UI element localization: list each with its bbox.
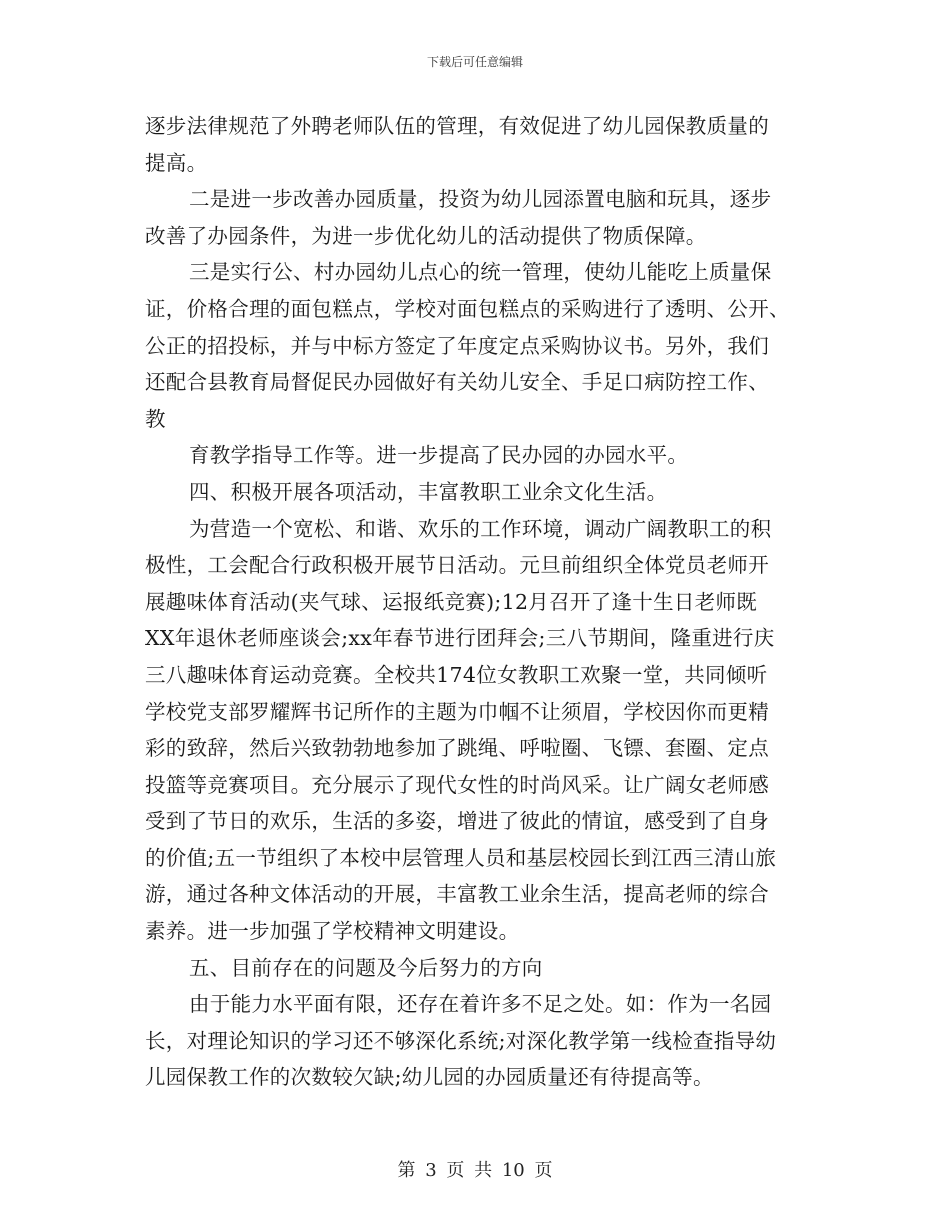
text-line: 游，通过各种文体活动的开展，丰富教工业余生活，提高老师的综合 xyxy=(145,882,769,907)
text-line: 为营造一个宽松、和谐、欢乐的工作环境，调动广阔教职工的积 xyxy=(189,516,772,541)
text-line: 四、积极开展各项活动，丰富教职工业余文化生活。 xyxy=(189,479,668,504)
text-line: 二是进一步改善办园质量，投资为幼儿园添置电脑和玩具，逐步 xyxy=(189,187,772,212)
text-line: 公正的招投标，并与中标方签定了年度定点采购协议书。另外，我们 xyxy=(145,333,769,358)
text-line: 彩的致辞，然后兴致勃勃地参加了跳绳、呼啦圈、飞镖、套圈、定点 xyxy=(145,736,769,761)
text-line: 育教学指导工作等。进一步提高了民办园的办园水平。 xyxy=(189,443,689,468)
text-line: XX年退休老师座谈会;xx年春节进行团拜会;三八节期间，隆重进行庆 xyxy=(145,626,775,651)
page-header: 下载后可任意编辑 xyxy=(426,55,523,69)
text-line: 三八趣味体育运动竞赛。全校共174位女教职工欢聚一堂，共同倾听 xyxy=(145,662,768,687)
text-line: 素养。进一步加强了学校精神文明建设。 xyxy=(145,919,520,944)
text-line: 提高。 xyxy=(145,150,208,175)
text-line: 还配合县教育局督促民办园做好有关幼儿安全、手足口病防控工作、 xyxy=(145,370,769,395)
text-line: 长，对理论知识的学习还不够深化系统;对深化教学第一线检查指导幼 xyxy=(145,1028,777,1053)
text-line: 逐步法律规范了外聘老师队伍的管理，有效促进了幼儿园保教质量的 xyxy=(145,114,769,138)
text-line: 证，价格合理的面包糕点，学校对面包糕点的采购进行了透明、公开、 xyxy=(145,296,790,321)
text-line: 学校党支部罗耀辉书记所作的主题为巾帼不让须眉，学校因你而更精 xyxy=(145,699,769,724)
text-line: 投篮等竞赛项目。充分展示了现代女性的时尚风采。让广阔女老师感 xyxy=(145,772,769,797)
text-line: 由于能力水平面有限，还存在着许多不足之处。如：作为一名园 xyxy=(189,992,772,1017)
text-line: 改善了办园条件，为进一步优化幼儿的活动提供了物质保障。 xyxy=(145,223,707,248)
text-line: 儿园保教工作的次数较欠缺;幼儿园的办园质量还有待提高等。 xyxy=(145,1065,714,1090)
text-line: 五、目前存在的问题及今后努力的方向 xyxy=(189,955,543,980)
text-line: 三是实行公、村办园幼儿点心的统一管理，使幼儿能吃上质量保 xyxy=(189,260,772,285)
document-body xyxy=(145,108,810,1096)
text-line: 教 xyxy=(145,406,166,431)
text-line: 极性，工会配合行政积极开展节日活动。元旦前组织全体党员老师开 xyxy=(145,553,769,578)
text-line: 受到了节日的欢乐，生活的多姿，增进了彼此的情谊，感受到了自身 xyxy=(145,809,769,834)
page-footer: 第 3 页 共 10 页 xyxy=(397,1160,553,1181)
text-line: 展趣味体育活动(夹气球、运报纸竞赛);12月召开了逢十生日老师既 xyxy=(145,589,758,614)
text-line: 的价值;五一节组织了本校中层管理人员和基层校园长到江西三清山旅 xyxy=(145,845,777,870)
